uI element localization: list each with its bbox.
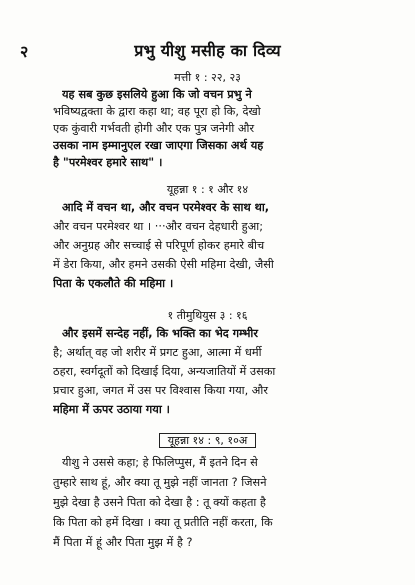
- verse-line: है; अर्थात् वह जो शरीर में प्रगट हुआ, आत्मा में धर्मी: [53, 346, 262, 359]
- verse-line: और इसमें सन्देह नहीं, कि भक्ति का भेद गम्भीर: [62, 327, 258, 340]
- verse-line: तुम्हारे साथ हूं, और क्या तू मुझे नहीं जानता ? जिसने: [53, 476, 267, 489]
- verse-line: ठहरा, स्वर्गदूतों को दिखाई दिया, अन्यजातियों में उसका: [53, 365, 276, 378]
- verse-line: में डेरा किया, और हमने उसकी ऐसी महिमा देखी, जैसी: [53, 258, 274, 271]
- section-reference: १ तीमुथियुस ३ : १६: [167, 309, 248, 322]
- page-title: प्रभु यीशु मसीह का दिव्य: [134, 41, 281, 60]
- section-reference: यूहन्ना १४ : ९, १०अ: [0, 433, 415, 448]
- verse-line: यह सब कुछ इसलिये हुआ कि जो वचन प्रभु ने: [62, 88, 252, 101]
- verse-line: आदि में वचन था, और वचन परमेश्वर के साथ था,: [62, 201, 270, 214]
- verse-line: प्रचार हुआ, जगत में उस पर विश्वास किया गया, और: [53, 384, 268, 397]
- verse-line: कि पिता को हमें दिखा । क्या तू प्रतीति नहीं करता, कि: [53, 516, 273, 529]
- verse-line: एक कुंवारी गर्भवती होगी और एक पुत्र जनेगी और: [53, 122, 255, 135]
- verse-line: यीशु ने उससे कहा; हे फिलिप्पुस, मैं इतने दिन से: [62, 456, 258, 469]
- verse-line: मुझे देखा है उसने पिता को देखा है : तू क्यों कहता है: [53, 496, 266, 509]
- verse-line: उसका नाम इम्मानुएल रखा जाएगा जिसका अर्थ यह: [53, 139, 264, 152]
- verse-line: और अनुग्रह और सच्चाई से परिपूर्ण होकर हमारे बीच: [53, 239, 265, 252]
- verse-line: महिमा में ऊपर उठाया गया ।: [53, 403, 170, 416]
- verse-line: मैं पिता में हूं और पिता मुझ में है ?: [53, 536, 193, 549]
- verse-line: भविष्यद्वक्ता के द्वारा कहा था; वह पूरा हो कि, देखो: [53, 105, 261, 118]
- verse-line: है "परमेश्वर हमारे साथ" ।: [53, 156, 163, 169]
- page-number: २: [20, 42, 29, 61]
- verse-line: पिता के एकलौते की महिमा ।: [53, 277, 174, 290]
- section-reference: मत्ती १ : २२, २३: [174, 71, 241, 84]
- section-reference: यूहन्ना १ : १ और १४: [166, 183, 249, 196]
- verse-line: और वचन परमेश्वर था । ···और वचन देहधारी हुआ;: [53, 220, 263, 233]
